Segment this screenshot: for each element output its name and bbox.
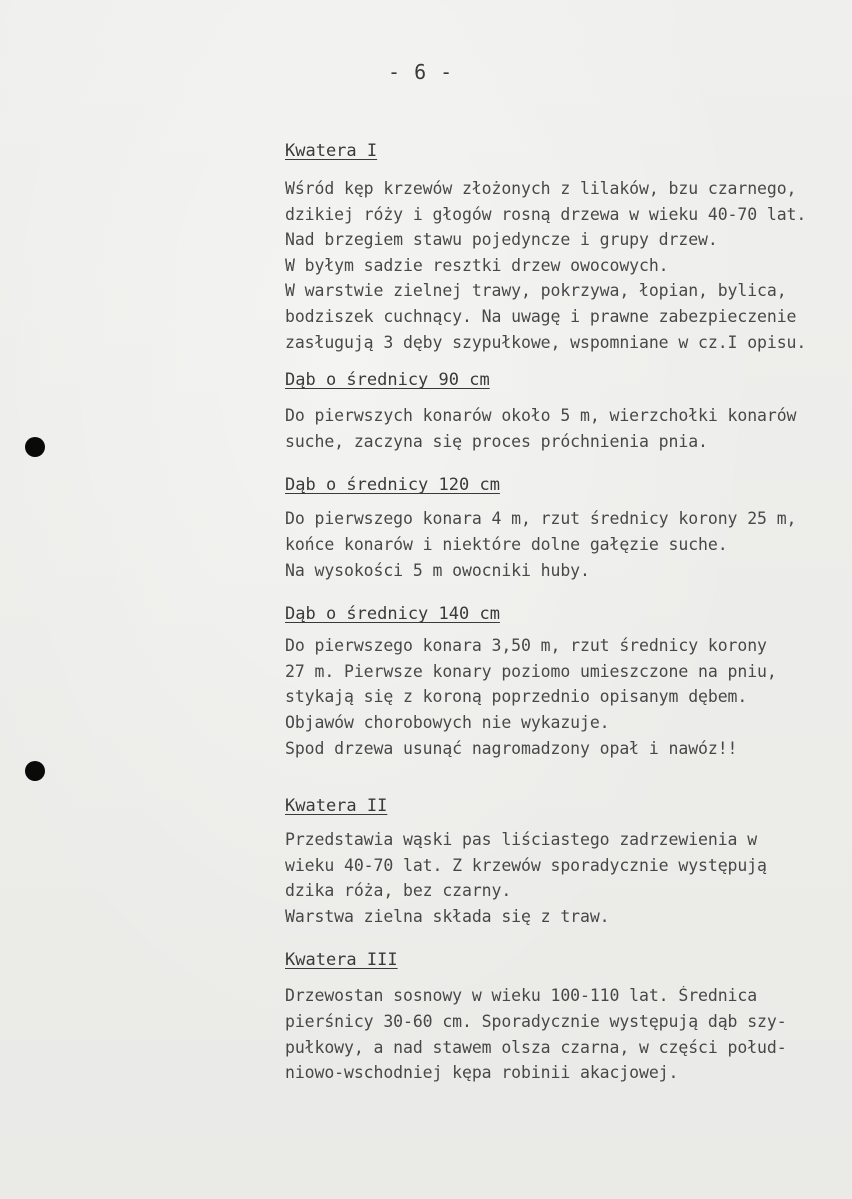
section-oak-140 <box>285 603 845 761</box>
section-heading: Kwatera II <box>285 796 388 817</box>
section-kwatera-3 <box>285 949 845 1085</box>
section-paragraph <box>285 633 845 761</box>
section-heading: Kwatera I <box>285 141 378 161</box>
text-line: wieku 40-70 lat. Z krzewów sporadycznie występują <box>285 855 767 875</box>
punch-hole-bottom <box>25 761 45 781</box>
text-line: stykają się z koroną poprzednio opisanym dębem. <box>285 687 748 707</box>
text-line: Drzewostan sosnowy w wieku 100-110 lat. Średnica <box>285 986 758 1006</box>
section-kwatera-2 <box>285 795 845 929</box>
text-line: Objawów chorobowych nie wykazuje. <box>285 712 610 732</box>
text-line: Wśród kęp krzewów złożonych z lilaków, bzu czarnego, <box>285 179 797 198</box>
text-line: Do pierwszych konarów około 5 m, wierzchołki konarów <box>285 406 797 426</box>
section-paragraph <box>285 506 845 583</box>
text-line: zasługują 3 dęby szypułkowe, wspomniane w cz.I opisu. <box>285 332 807 352</box>
text-line: Do pierwszego konara 3,50 m, rzut średnicy korony <box>285 636 767 656</box>
text-line: bodziszek cuchnący. Na uwagę i prawne zabezpieczenie <box>285 306 797 326</box>
punch-hole-top <box>25 437 45 457</box>
text-line: pierśnicy 30-60 cm. Sporadycznie występują dąb szy- <box>285 1012 787 1032</box>
section-oak-90 <box>285 369 845 454</box>
section-oak-120 <box>285 474 845 583</box>
text-line: suche, zaczyna się proces próchnienia pnia. <box>285 431 708 451</box>
text-line: pułkowy, a nad stawem olsza czarna, w części połud- <box>285 1037 787 1057</box>
section-heading: Dąb o średnicy 90 cm <box>285 370 490 391</box>
page-number: - 6 - <box>388 60 454 84</box>
text-line: niowo-wschodniej kępa robinii akacjowej. <box>285 1063 679 1083</box>
text-line: Do pierwszego konara 4 m, rzut średnicy korony 25 m, <box>285 509 797 529</box>
section-paragraph <box>285 403 845 454</box>
text-line: końce konarów i niektóre dolne gałęzie suche. <box>285 534 728 554</box>
section-heading: Dąb o średnicy 120 cm <box>285 475 500 496</box>
text-line: W byłym sadzie resztki drzew owocowych. <box>285 255 669 275</box>
text-line: Na wysokości 5 m owocniki huby. <box>285 560 590 580</box>
document-body <box>285 140 845 1086</box>
section-heading: Dąb o średnicy 140 cm <box>285 604 500 625</box>
text-line: W warstwie zielnej trawy, pokrzywa, łopian, bylica, <box>285 281 787 301</box>
text-line: 27 m. Pierwsze konary poziomo umieszczone na pniu, <box>285 661 777 681</box>
text-line: Spod drzewa usunąć nagromadzony opał i nawóz!! <box>285 738 738 758</box>
section-heading: Kwatera III <box>285 950 398 971</box>
text-line: dzikiej róży i głogów rosną drzewa w wieku 40-70 lat. <box>285 204 807 224</box>
section-paragraph <box>285 983 845 1085</box>
text-line: Nad brzegiem stawu pojedyncze i grupy drzew. <box>285 230 718 250</box>
text-line: Warstwa zielna składa się z traw. <box>285 906 610 926</box>
section-paragraph <box>285 827 845 929</box>
section-kwatera-1 <box>285 140 845 355</box>
text-line: Przedstawia wąski pas liściastego zadrzewienia w <box>285 830 758 850</box>
text-line: dzika róża, bez czarny. <box>285 881 512 901</box>
section-paragraph <box>285 176 845 355</box>
